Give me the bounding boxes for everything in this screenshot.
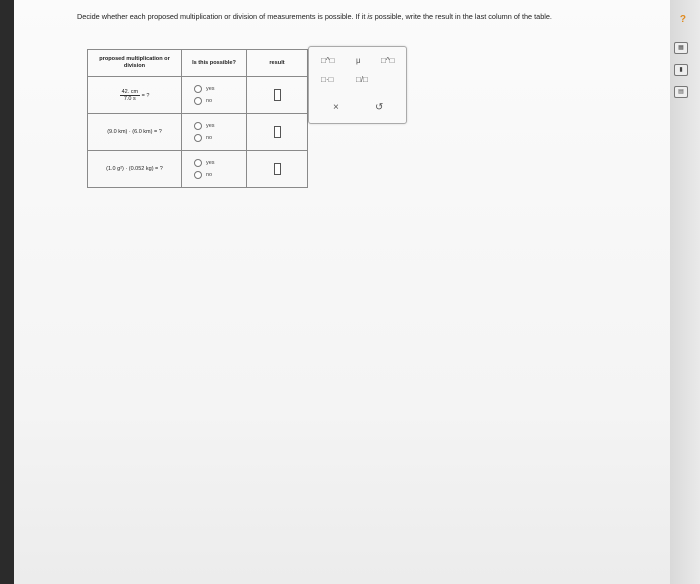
result-input[interactable]: [274, 126, 281, 138]
no-label: no: [206, 172, 213, 178]
screen: [14, 0, 700, 584]
no-label: no: [206, 98, 213, 104]
expression: (9.0 km) · (6.0 km) = ?: [107, 129, 162, 135]
yes-label: yes: [206, 86, 215, 92]
radio-no[interactable]: [194, 171, 202, 179]
table-row: [88, 114, 308, 151]
numerator: 42. cm: [121, 88, 139, 95]
no-label: no: [206, 135, 213, 141]
result-cell: [247, 114, 308, 151]
yes-option[interactable]: [182, 120, 246, 132]
exponent-button[interactable]: □^□: [381, 56, 395, 65]
yes-option[interactable]: [182, 157, 246, 169]
help-icon[interactable]: ?: [679, 14, 686, 25]
side-toolbar: [670, 0, 700, 584]
radio-yes[interactable]: [194, 159, 202, 167]
chart-icon[interactable]: ▮: [674, 64, 688, 76]
header-proposed: proposed multiplication or division: [88, 50, 182, 77]
result-input[interactable]: [274, 163, 281, 175]
radio-yes[interactable]: [194, 122, 202, 130]
math-palette: [308, 46, 407, 124]
result-cell: [247, 77, 308, 114]
mu-button[interactable]: μ: [356, 56, 361, 65]
undo-button[interactable]: ↺: [375, 102, 384, 113]
expression: (1.0 g²) · (0.052 kg) = ?: [106, 166, 163, 172]
expression-cell: [88, 151, 182, 188]
result-input[interactable]: [274, 89, 281, 101]
expression-cell: [88, 114, 182, 151]
header-result: result: [247, 50, 308, 77]
no-option[interactable]: [182, 95, 246, 107]
question-prompt: [77, 12, 637, 22]
measurement-table: [87, 49, 308, 188]
expression-cell: [88, 77, 182, 114]
radio-no[interactable]: [194, 134, 202, 142]
yes-label: yes: [206, 123, 215, 129]
denominator: 7.0 s: [123, 95, 136, 102]
calculator-icon[interactable]: ▦: [674, 42, 688, 54]
possible-cell: [182, 151, 247, 188]
prompt-italic: is: [367, 12, 373, 21]
result-cell: [247, 151, 308, 188]
radio-no[interactable]: [194, 97, 202, 105]
yes-label: yes: [206, 160, 215, 166]
possible-cell: [182, 77, 247, 114]
header-possible: Is this possible?: [182, 50, 247, 77]
fraction: [120, 89, 141, 102]
equals-question: = ?: [141, 92, 150, 99]
periodic-table-icon[interactable]: ▤: [674, 86, 688, 98]
clear-button[interactable]: ×: [333, 102, 339, 113]
no-option[interactable]: [182, 132, 246, 144]
table-row: [88, 77, 308, 114]
radio-yes[interactable]: [194, 85, 202, 93]
superscript-button[interactable]: □^□: [321, 56, 335, 65]
no-option[interactable]: [182, 169, 246, 181]
fraction-button[interactable]: □/□: [356, 75, 368, 84]
table-row: [88, 151, 308, 188]
yes-option[interactable]: [182, 83, 246, 95]
prompt-text-1: Decide whether each proposed multiplication or division of measurements is possible. If it: [77, 12, 368, 21]
possible-cell: [182, 114, 247, 151]
dot-product-button[interactable]: □·□: [321, 75, 334, 84]
prompt-text-2: possible, write the result in the last column of the table.: [372, 12, 552, 21]
